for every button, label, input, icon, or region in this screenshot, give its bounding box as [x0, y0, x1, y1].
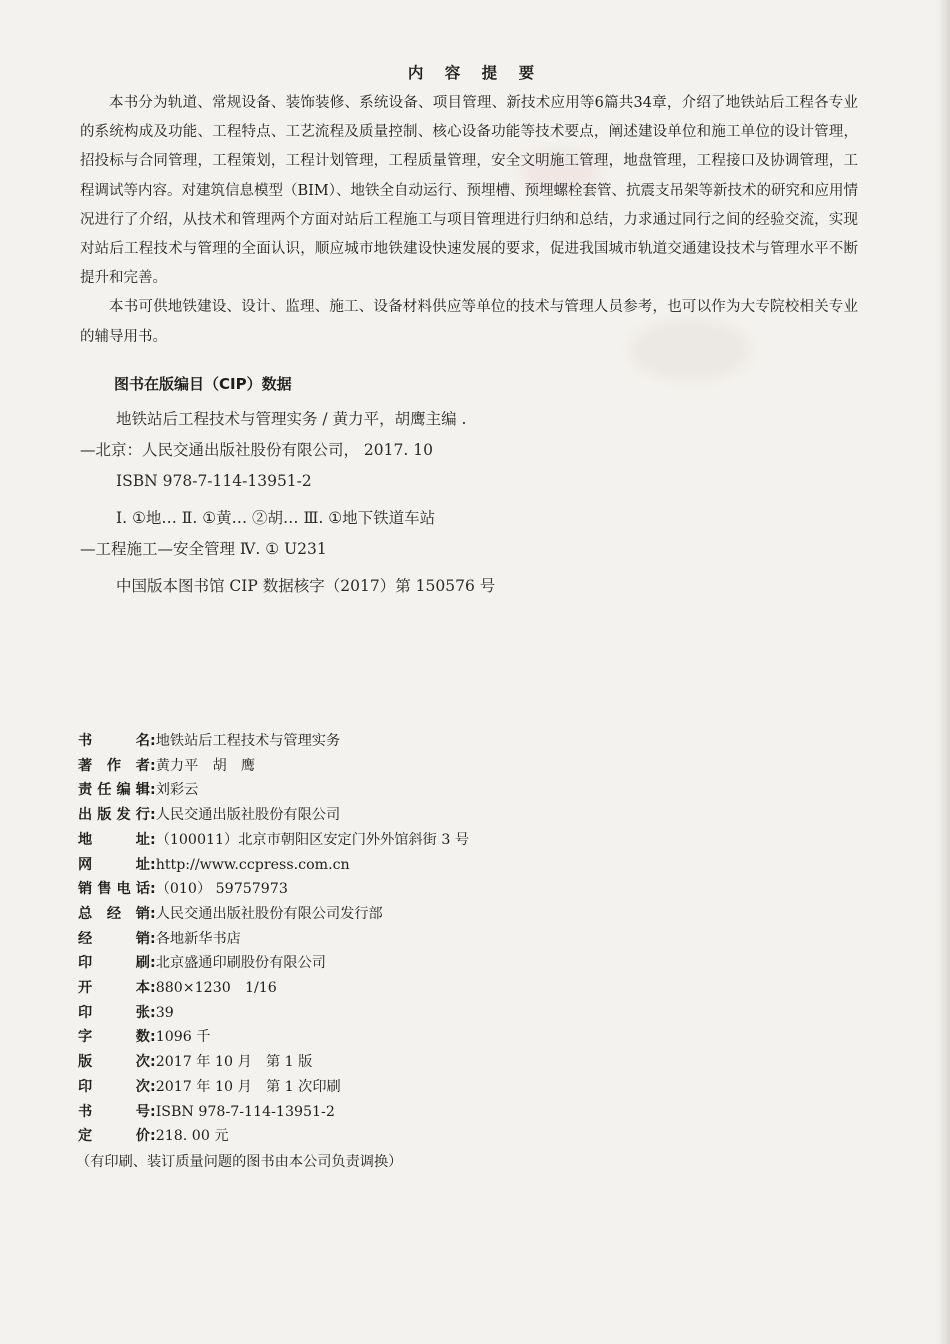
info-row-website: 网址 : http://www.ccpress.com.cn: [78, 853, 598, 878]
cip-heading: 图书在版编目（CIP）数据: [114, 375, 292, 393]
info-label: 出版发行: [78, 807, 150, 824]
info-label: 开本: [78, 980, 150, 997]
info-row-publisher: 出版发行 : 人民交通出版社股份有限公司: [78, 803, 598, 828]
info-label: 著作者: [78, 757, 150, 774]
cip-classification-line: —工程施工—安全管理 Ⅳ. ① U231: [80, 540, 327, 558]
info-label: 地址: [78, 831, 150, 848]
info-label: 总经销: [78, 905, 150, 922]
info-value: 1096 千: [155, 1029, 211, 1046]
info-value: 地铁站后工程技术与管理实务: [155, 733, 341, 749]
cip-record-number-line: 中国版本图书馆 CIP 数据核字（2017）第 150576 号: [116, 577, 496, 595]
info-row-distributor: 经销 : 各地新华书店: [78, 927, 598, 952]
info-label: 书号: [78, 1103, 150, 1120]
info-label: 网址: [78, 856, 150, 873]
info-label: 印刷: [78, 955, 150, 972]
info-row-sales-phone: 销售电话 : （010） 59757973: [78, 877, 598, 902]
info-value: （010） 59757973: [155, 881, 288, 898]
summary-paragraph: 本书可供地铁建设、设计、监理、施工、设备材料供应等单位的技术与管理人员参考，也可以作为大专院校相关专业的辅导用书。: [80, 299, 858, 345]
info-value: 2017 年 10 月 第 1 次印刷: [155, 1078, 341, 1095]
summary-title: 内 容 提 要: [407, 64, 543, 82]
info-row-title: 书名 : 地铁站后工程技术与管理实务: [78, 729, 598, 754]
info-row-general-distributor: 总经销 : 人民交通出版社股份有限公司发行部: [78, 902, 598, 927]
info-row-edition: 版次 : 2017 年 10 月 第 1 版: [78, 1050, 598, 1075]
info-label: 印张: [78, 1004, 150, 1021]
cip-publisher-line: —北京：人民交通出版社股份有限公司， 2017. 10: [80, 441, 433, 459]
info-label: 印次: [78, 1078, 150, 1095]
info-row-word-count: 字数 : 1096 千: [78, 1025, 598, 1050]
info-row-printer: 印刷 : 北京盛通印刷股份有限公司: [78, 951, 598, 976]
cip-data-block: [80, 404, 540, 602]
info-label: 责任编辑: [78, 782, 150, 799]
info-value: 黄力平 胡 鹰: [155, 757, 256, 774]
info-row-editor: 责任编辑 : 刘彩云: [78, 778, 598, 803]
book-info-block: [78, 729, 598, 1175]
info-row-sheets: 印张 : 39: [78, 1001, 598, 1026]
info-label: 字数: [78, 1029, 150, 1046]
info-value: 刘彩云: [155, 782, 199, 799]
info-value: 39: [155, 1004, 174, 1021]
info-value: 人民交通出版社股份有限公司: [155, 807, 341, 824]
summary-section: [80, 89, 858, 352]
info-value: （100011）北京市朝阳区安定门外外馆斜街 3 号: [155, 831, 470, 848]
info-row-author: 著作者 : 黄力平 胡 鹰: [78, 754, 598, 779]
info-label: 书名: [78, 733, 150, 749]
info-label: 定价: [78, 1128, 150, 1145]
info-value: ISBN 978-7-114-13951-2: [155, 1103, 335, 1120]
info-row-isbn: 书号 : ISBN 978-7-114-13951-2: [78, 1100, 598, 1125]
info-row-printing: 印次 : 2017 年 10 月 第 1 次印刷: [78, 1075, 598, 1100]
info-label: 销售电话: [78, 881, 150, 898]
info-value: http://www.ccpress.com.cn: [155, 856, 350, 873]
quality-note: （有印刷、装订质量问题的图书由本公司负责调换）: [76, 1153, 403, 1170]
cip-isbn-line: ISBN 978-7-114-13951-2: [116, 472, 312, 490]
info-row-price: 定价 : 218. 00 元: [78, 1124, 598, 1149]
info-row-address: 地址 : （100011）北京市朝阳区安定门外外馆斜街 3 号: [78, 828, 598, 853]
info-value: 北京盛通印刷股份有限公司: [155, 955, 326, 972]
info-value: 各地新华书店: [155, 930, 241, 947]
info-value: 218. 00 元: [155, 1128, 229, 1145]
info-label: 版次: [78, 1054, 150, 1071]
page-edge-shadow: [938, 0, 950, 1344]
info-label: 经销: [78, 930, 150, 947]
cip-title-line: 地铁站后工程技术与管理实务 / 黄力平，胡鹰主编 .: [116, 410, 467, 428]
info-value: 2017 年 10 月 第 1 版: [155, 1054, 313, 1071]
info-value: 880×1230 1/16: [155, 980, 277, 997]
summary-paragraph: 本书分为轨道、常规设备、装饰装修、系统设备、项目管理、新技术应用等6篇共34章，介绍了地铁站后工程各专业的系统构成及功能、工程特点、工艺流程及质量控制、核心设备功能等技术要点，阐述建设单位和施工单位的设计管理，招投标与合同管理，工程策划，工程计划管理，工程质量管理，安全文明施工管理，地盘管理，工程接口及协调管理，工程调试等内容。对建筑信息模型（BIM）、地铁全自动运行、预埋槽、预埋螺栓套管、抗震支吊架等新技术的研究和应用情况进行了介绍，从技术和管理两个方面对站后工程施工与项目管理进行归纳和总结，力求通过同行之间的经验交流，实现对站后工程技术与管理的全面认识，顺应城市地铁建设快速发展的要求，促进我国城市轨道交通建设技术与管理水平不断提升和完善。: [80, 95, 858, 287]
info-row-format: 开本 : 880×1230 1/16: [78, 976, 598, 1001]
cip-classification-line: Ⅰ. ①地… Ⅱ. ①黄… ②胡… Ⅲ. ①地下铁道车站: [116, 509, 436, 527]
info-value: 人民交通出版社股份有限公司发行部: [155, 905, 383, 922]
